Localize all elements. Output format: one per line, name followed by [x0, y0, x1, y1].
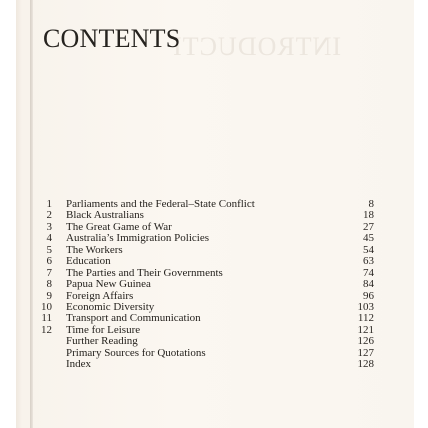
chapter-number: 4 — [46, 232, 52, 245]
chapter-title: Parliaments and the Federal–State Conflict — [66, 198, 255, 210]
page-number: 63 — [363, 255, 374, 268]
page-number: 103 — [357, 300, 374, 313]
chapter-number: 2 — [46, 209, 52, 222]
chapter-number: 7 — [46, 266, 52, 279]
page-number: 74 — [363, 266, 374, 279]
page-number: 27 — [363, 220, 374, 233]
chapter-number: 6 — [46, 255, 52, 268]
page-gutter — [30, 0, 33, 428]
chapter-title: Index — [66, 358, 92, 371]
chapter-title: Black Australians — [66, 209, 144, 222]
page-title: CONTENTS — [43, 24, 181, 53]
chapter-number: 3 — [46, 220, 52, 233]
chapter-title: Education — [66, 255, 111, 268]
toc-row — [34, 256, 374, 267]
chapter-title: Economic Diversity — [66, 300, 155, 313]
page-number: 128 — [357, 358, 374, 371]
page-number: 126 — [357, 335, 374, 348]
page-number: 45 — [363, 232, 374, 245]
book-page — [16, 0, 414, 428]
chapter-title: Papua New Guinea — [66, 278, 151, 291]
chapter-title: Australia’s Immigration Policies — [66, 232, 209, 245]
table-of-contents — [34, 199, 374, 371]
toc-row — [34, 279, 374, 290]
chapter-number: 8 — [46, 278, 52, 291]
chapter-number: 11 — [41, 312, 52, 325]
page-number: 96 — [363, 289, 374, 302]
toc-row — [34, 359, 374, 370]
chapter-title: Transport and Communication — [66, 312, 201, 325]
page-number: 121 — [357, 323, 374, 336]
page-number: 112 — [357, 312, 374, 325]
chapter-number: 5 — [46, 243, 52, 256]
page-number: 54 — [363, 243, 374, 256]
chapter-title: Further Reading — [66, 335, 138, 348]
page-number: 127 — [357, 346, 374, 359]
chapter-title: Foreign Affairs — [66, 289, 134, 302]
chapter-title: The Great Game of War — [66, 220, 172, 233]
chapter-title: The Workers — [66, 243, 123, 256]
chapter-title: Time for Leisure — [66, 323, 141, 336]
toc-row — [34, 336, 374, 347]
page-number: 84 — [363, 278, 374, 291]
chapter-title: The Parties and Their Governments — [66, 266, 223, 279]
chapter-number: 10 — [41, 300, 52, 313]
chapter-title: Primary Sources for Quotations — [66, 346, 206, 359]
chapter-number: 1 — [46, 198, 52, 210]
chapter-number: 12 — [41, 323, 52, 336]
chapter-number: 9 — [46, 289, 52, 302]
page-number: 18 — [363, 209, 374, 222]
facing-page-bleed-text: INTRODUCTI — [172, 32, 341, 61]
page-number: 8 — [368, 198, 374, 210]
